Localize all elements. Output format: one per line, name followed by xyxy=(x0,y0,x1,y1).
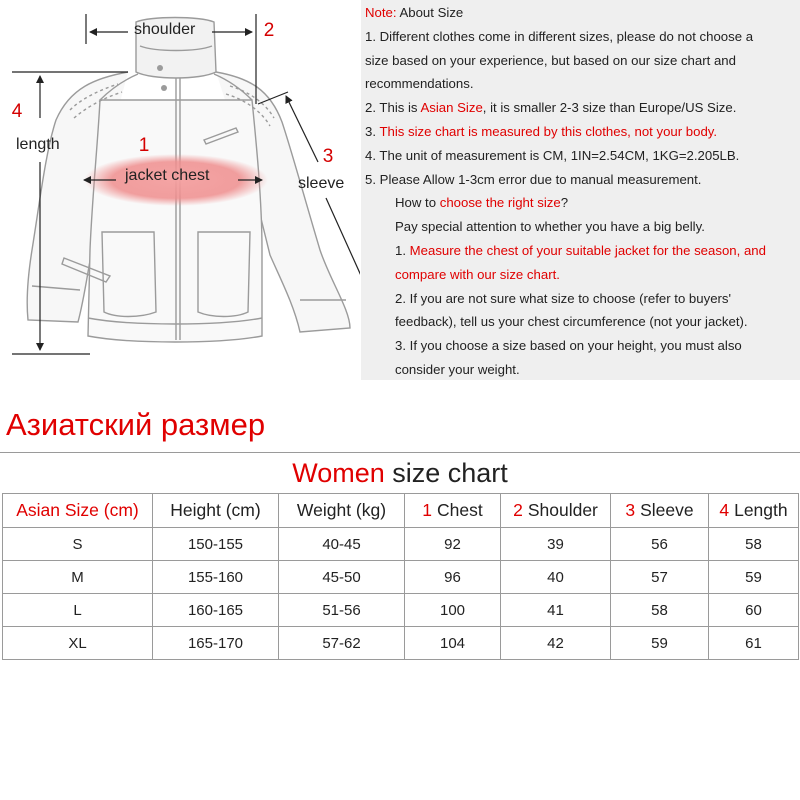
cell-shoulder: 40 xyxy=(501,561,611,594)
jacket-diagram xyxy=(0,0,360,380)
header-chest xyxy=(405,494,501,528)
header-shoulder-label: Shoulder xyxy=(527,500,598,520)
cell-shoulder: 41 xyxy=(501,594,611,627)
shoulder-label: shoulder xyxy=(134,21,196,38)
cell-sleeve: 57 xyxy=(611,561,709,594)
note-item-3-red: This size chart is measured by this clothes, not your body. xyxy=(379,123,718,139)
tip-1-num: 1. xyxy=(395,242,410,258)
number-badge-length: 4 xyxy=(11,101,23,122)
tip-1-line-2: compare with our size chart. xyxy=(395,266,560,282)
cell-weight: 45-50 xyxy=(279,561,405,594)
cell-chest: 104 xyxy=(405,627,501,660)
size-chart-title xyxy=(0,452,800,493)
header-chest-num: 1 xyxy=(422,500,432,520)
table-row xyxy=(3,561,799,594)
note-item-2-a: 2. This is xyxy=(365,100,421,116)
cell-sleeve: 58 xyxy=(611,594,709,627)
how-to-choose xyxy=(365,191,800,215)
cell-weight: 51-56 xyxy=(279,594,405,627)
note-item-3 xyxy=(365,120,800,144)
number-badge-sleeve: 3 xyxy=(322,146,334,167)
table-row xyxy=(3,594,799,627)
header-shoulder-num: 2 xyxy=(513,500,523,520)
how-to-b: ? xyxy=(560,195,569,211)
cell-chest: 100 xyxy=(405,594,501,627)
header-height: Height (cm) xyxy=(153,494,279,528)
cell-length: 58 xyxy=(709,528,799,561)
table-header-row xyxy=(3,494,799,528)
asian-size-heading: Азиатский размер xyxy=(6,407,266,442)
how-to-a: How to xyxy=(395,195,440,211)
cell-sleeve: 59 xyxy=(611,627,709,660)
header-sleeve xyxy=(611,494,709,528)
cell-height: 165-170 xyxy=(153,627,279,660)
cell-size: XL xyxy=(3,627,153,660)
cell-size: M xyxy=(3,561,153,594)
note-item-2-red: Asian Size xyxy=(420,100,483,116)
cell-length: 60 xyxy=(709,594,799,627)
note-item-5: 5. Please Allow 1-3cm error due to manual measurement. xyxy=(365,171,702,187)
number-badge-shoulder: 2 xyxy=(263,20,275,41)
cell-size: L xyxy=(3,594,153,627)
header-weight: Weight (kg) xyxy=(279,494,405,528)
tip-3-line-2: consider your weight. xyxy=(395,361,520,377)
table-row xyxy=(3,528,799,561)
header-sleeve-num: 3 xyxy=(625,500,636,520)
cell-shoulder: 39 xyxy=(501,528,611,561)
tip-2-line-1: 2. If you are not sure what size to choose (refer to buyers' xyxy=(395,290,732,306)
tip-1-red-l1: Measure the chest of your suitable jacket for the season, and xyxy=(409,242,766,258)
tip-1-line-1 xyxy=(365,239,800,263)
jacket-chest-label: jacket chest xyxy=(125,167,210,184)
header-length xyxy=(709,494,799,528)
cell-height: 150-155 xyxy=(153,528,279,561)
note-item-3-num: 3. xyxy=(365,123,380,139)
header-shoulder xyxy=(501,494,611,528)
title-accent: Women xyxy=(292,458,385,488)
how-to-red: choose the right size xyxy=(439,195,561,211)
notes-header xyxy=(365,1,800,25)
cell-sleeve: 56 xyxy=(611,528,709,561)
cell-length: 61 xyxy=(709,627,799,660)
cell-chest: 92 xyxy=(405,528,501,561)
sleeve-label: sleeve xyxy=(298,175,345,192)
cell-shoulder: 42 xyxy=(501,627,611,660)
header-sleeve-label: Sleeve xyxy=(640,500,694,520)
cell-size: S xyxy=(3,528,153,561)
tip-3-line-1: 3. If you choose a size based on your height, you must also xyxy=(395,338,742,354)
notes-header-text: About Size xyxy=(396,5,464,20)
cell-length: 59 xyxy=(709,561,799,594)
note-item-2-b: , it is smaller 2-3 size than Europe/US Size. xyxy=(482,100,737,116)
note-item-2 xyxy=(365,96,800,120)
cell-height: 160-165 xyxy=(153,594,279,627)
note-item-1-line-1: 1. Different clothes come in different sizes, please do not choose a xyxy=(365,28,754,44)
cell-chest: 96 xyxy=(405,561,501,594)
notes-header-label: Note: xyxy=(365,5,397,20)
cell-weight: 40-45 xyxy=(279,528,405,561)
header-length-num: 4 xyxy=(719,500,730,520)
header-chest-label: Chest xyxy=(437,500,483,520)
title-rest: size chart xyxy=(384,458,508,488)
cell-weight: 57-62 xyxy=(279,627,405,660)
note-item-1-line-2: size based on your experience, but based on our size chart and xyxy=(365,52,736,68)
number-badge-chest: 1 xyxy=(138,135,150,156)
size-chart-table xyxy=(2,493,799,660)
cell-height: 155-160 xyxy=(153,561,279,594)
note-item-4: 4. The unit of measurement is CM, 1IN=2.54CM, 1KG=2.205LB. xyxy=(365,147,740,163)
table-row xyxy=(3,627,799,660)
length-label: length xyxy=(16,136,60,153)
header-asian-size: Asian Size (cm) xyxy=(3,494,153,528)
tip-2-line-2: feedback), tell us your chest circumference (not your jacket). xyxy=(395,314,748,330)
big-belly-note: Pay special attention to whether you have a big belly. xyxy=(395,219,705,235)
note-item-1-line-3: recommendations. xyxy=(365,76,474,92)
size-notes-panel xyxy=(361,0,800,380)
header-length-label: Length xyxy=(734,500,788,520)
